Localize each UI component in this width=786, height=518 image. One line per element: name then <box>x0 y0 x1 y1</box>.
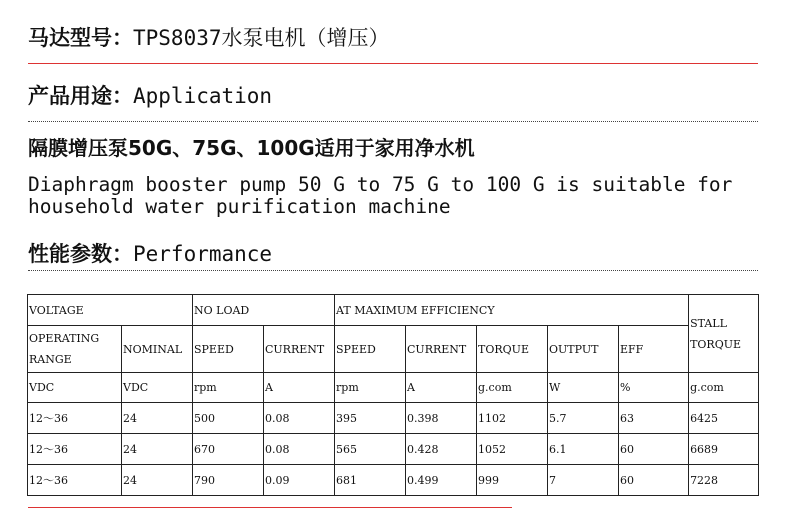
header-cell: SPEED <box>193 326 264 373</box>
data-cell: 1052 <box>477 434 548 465</box>
data-cell: 790 <box>193 465 264 496</box>
unit-cell: g.com <box>689 373 759 403</box>
header-cell: CURRENT <box>264 326 335 373</box>
data-cell: 7 <box>548 465 619 496</box>
data-cell: 565 <box>335 434 406 465</box>
data-cell: 0.428 <box>406 434 477 465</box>
data-cell: 24 <box>122 434 193 465</box>
description-english: Diaphragm booster pump 50 G to 75 G to 100 G is suitable for household water purification machine <box>28 173 733 218</box>
application-heading <box>28 80 272 110</box>
data-cell: 500 <box>193 403 264 434</box>
application-value: Application <box>133 84 273 108</box>
data-cell: 6425 <box>689 403 759 434</box>
table-header-row <box>28 326 759 373</box>
data-cell: 12～36 <box>28 403 122 434</box>
table-units-row <box>28 373 759 403</box>
data-cell: 7228 <box>689 465 759 496</box>
header-cell: SPEED <box>335 326 406 373</box>
motor-model-value: TPS8037水泵电机（增压） <box>133 26 390 50</box>
header-cell: EFF <box>619 326 689 373</box>
header-cell: OUTPUT <box>548 326 619 373</box>
table-group-row <box>28 295 759 326</box>
header-cell: TORQUE <box>477 326 548 373</box>
data-cell: 60 <box>619 465 689 496</box>
unit-cell: W <box>548 373 619 403</box>
data-cell: 24 <box>122 465 193 496</box>
unit-cell: VDC <box>28 373 122 403</box>
data-cell: 6.1 <box>548 434 619 465</box>
header-cell: NOMINAL <box>122 326 193 373</box>
data-cell: 999 <box>477 465 548 496</box>
data-cell: 63 <box>619 403 689 434</box>
application-label: 产品用途： <box>28 84 133 108</box>
table-row <box>28 465 759 496</box>
performance-heading <box>28 238 272 268</box>
bottom-divider <box>28 507 512 508</box>
unit-cell: % <box>619 373 689 403</box>
voltage-group-header: VOLTAGE <box>28 295 193 326</box>
data-cell: 1102 <box>477 403 548 434</box>
performance-value: Performance <box>133 242 273 266</box>
data-cell: 5.7 <box>548 403 619 434</box>
data-cell: 0.08 <box>264 434 335 465</box>
performance-table <box>27 294 759 496</box>
data-cell: 12～36 <box>28 465 122 496</box>
performance-label: 性能参数： <box>28 242 133 266</box>
application-divider <box>28 121 758 122</box>
data-cell: 24 <box>122 403 193 434</box>
title-divider <box>28 63 758 64</box>
motor-model-label: 马达型号： <box>28 26 133 50</box>
data-cell: 0.499 <box>406 465 477 496</box>
header-cell: CURRENT <box>406 326 477 373</box>
stall-torque-header: STALL TORQUE <box>689 295 759 373</box>
data-cell: 395 <box>335 403 406 434</box>
data-cell: 681 <box>335 465 406 496</box>
unit-cell: rpm <box>193 373 264 403</box>
max-efficiency-group-header: AT MAXIMUM EFFICIENCY <box>335 295 689 326</box>
unit-cell: g.com <box>477 373 548 403</box>
unit-cell: VDC <box>122 373 193 403</box>
unit-cell: A <box>264 373 335 403</box>
data-cell: 0.09 <box>264 465 335 496</box>
data-cell: 12～36 <box>28 434 122 465</box>
data-cell: 670 <box>193 434 264 465</box>
data-cell: 0.398 <box>406 403 477 434</box>
data-cell: 6689 <box>689 434 759 465</box>
unit-cell: rpm <box>335 373 406 403</box>
table-row <box>28 434 759 465</box>
table-row <box>28 403 759 434</box>
unit-cell: A <box>406 373 477 403</box>
header-cell: OPERATING RANGE <box>28 326 122 373</box>
description-chinese: 隔膜增压泵50G、75G、100G适用于家用净水机 <box>28 136 475 160</box>
no-load-group-header: NO LOAD <box>193 295 335 326</box>
motor-model-heading <box>28 22 390 52</box>
performance-divider <box>28 270 758 271</box>
data-cell: 60 <box>619 434 689 465</box>
data-cell: 0.08 <box>264 403 335 434</box>
